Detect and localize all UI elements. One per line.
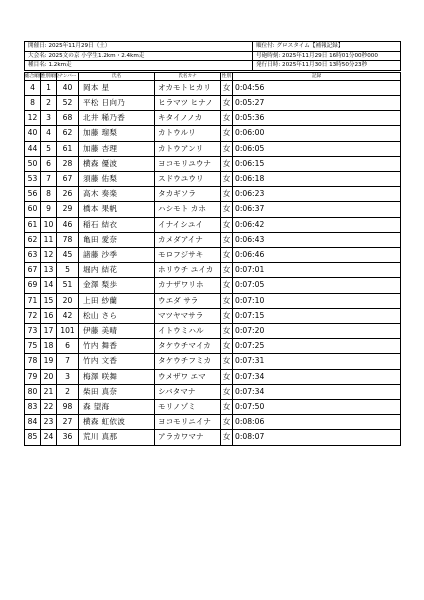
bib-number: 36: [57, 430, 79, 445]
runner-name: 橋本 果帆: [79, 202, 155, 217]
runner-sex: 女: [221, 400, 233, 415]
col-kana: 氏名カナ: [155, 72, 221, 80]
overall-rank: 61: [25, 217, 41, 232]
runner-name: 松山 さら: [79, 308, 155, 323]
finish-time: 0:05:27: [233, 95, 401, 110]
runner-kana: モリノゾミ: [155, 400, 221, 415]
runner-sex: 女: [221, 156, 233, 171]
gender-rank: 8: [41, 187, 57, 202]
bib-number: 28: [57, 156, 79, 171]
runner-name: 森 望海: [79, 400, 155, 415]
gender-rank: 10: [41, 217, 57, 232]
gender-rank: 23: [41, 415, 57, 430]
overall-rank: 80: [25, 384, 41, 399]
overall-rank: 84: [25, 415, 41, 430]
table-row: [25, 172, 401, 187]
runner-sex: 女: [221, 232, 233, 247]
overall-rank: 79: [25, 369, 41, 384]
gender-rank: 18: [41, 339, 57, 354]
table-row: [25, 95, 401, 110]
bib-number: 98: [57, 400, 79, 415]
gender-rank: 9: [41, 202, 57, 217]
bib-number: 68: [57, 111, 79, 126]
finish-time: 0:06:15: [233, 156, 401, 171]
table-row: [25, 187, 401, 202]
finish-time: 0:07:01: [233, 263, 401, 278]
gender-rank: 13: [41, 263, 57, 278]
col-gender-rank: 性別順位: [41, 73, 60, 79]
gender-rank: 11: [41, 232, 57, 247]
overall-rank: 78: [25, 354, 41, 369]
overall-rank: 62: [25, 232, 41, 247]
runner-sex: 女: [221, 217, 233, 232]
gender-rank: 1: [41, 80, 57, 95]
runner-sex: 女: [221, 354, 233, 369]
runner-kana: イトウミハル: [155, 324, 221, 339]
gender-rank: 7: [41, 172, 57, 187]
bib-number: 45: [57, 248, 79, 263]
finish-time: 0:08:06: [233, 415, 401, 430]
finish-time: 0:05:36: [233, 111, 401, 126]
runner-kana: シバタマナ: [155, 384, 221, 399]
runner-kana: ヨコモリニイナ: [155, 415, 221, 430]
runner-kana: アラカワマナ: [155, 430, 221, 445]
runner-name: 横森 虹依波: [79, 415, 155, 430]
bib-number: 61: [57, 141, 79, 156]
gender-rank: 3: [41, 111, 57, 126]
runner-sex: 女: [221, 430, 233, 445]
finish-time: 0:06:18: [233, 172, 401, 187]
bib-number: 62: [57, 126, 79, 141]
finish-time: 0:07:05: [233, 278, 401, 293]
gender-rank: 17: [41, 324, 57, 339]
finish-time: 0:07:25: [233, 339, 401, 354]
table-row: [25, 248, 401, 263]
overall-rank: 8: [25, 95, 41, 110]
overall-rank: 50: [25, 156, 41, 171]
results-sheet: [24, 41, 400, 446]
bib-number: 51: [57, 278, 79, 293]
finish-time: 0:06:00: [233, 126, 401, 141]
runner-kana: ウメザワ エマ: [155, 369, 221, 384]
runner-kana: マツヤマサラ: [155, 308, 221, 323]
runner-name: 高木 奏楽: [79, 187, 155, 202]
event-name: 大会名: 2025文の京 小学生1.2km・2.4km走: [25, 51, 253, 61]
overall-rank: 44: [25, 141, 41, 156]
runner-sex: 女: [221, 202, 233, 217]
finish-time: 0:07:20: [233, 324, 401, 339]
runner-name: 堀内 結花: [79, 263, 155, 278]
col-name: 氏名: [79, 72, 155, 80]
table-row: [25, 141, 401, 156]
runner-kana: ヒラマツ ヒナノ: [155, 95, 221, 110]
table-row: [25, 339, 401, 354]
runner-sex: 女: [221, 187, 233, 202]
runner-sex: 女: [221, 111, 233, 126]
runner-name: 荒川 真那: [79, 430, 155, 445]
finish-time: 0:07:15: [233, 308, 401, 323]
runner-name: 横森 優波: [79, 156, 155, 171]
runner-name: 北井 稀乃香: [79, 111, 155, 126]
overall-rank: 63: [25, 248, 41, 263]
runner-kana: モロフジサキ: [155, 248, 221, 263]
runner-sex: 女: [221, 263, 233, 278]
runner-name: 梅澤 咲舞: [79, 369, 155, 384]
issued-time: 発行日時: 2025年11月30日 13時50分23秒: [253, 61, 401, 71]
start-time: 号砲時刻: 2025年11月29日 16時01分00秒000: [253, 51, 401, 61]
finish-time: 0:06:43: [233, 232, 401, 247]
runner-sex: 女: [221, 308, 233, 323]
bib-number: 52: [57, 95, 79, 110]
finish-time: 0:07:34: [233, 384, 401, 399]
gender-rank: 21: [41, 384, 57, 399]
table-row: [25, 80, 401, 95]
table-row: [25, 126, 401, 141]
col-sex: 性別: [221, 73, 232, 79]
runner-sex: 女: [221, 80, 233, 95]
ranking-basis: 順位付: グロスタイム【補報記録】: [253, 42, 401, 52]
overall-rank: 67: [25, 263, 41, 278]
finish-time: 0:07:50: [233, 400, 401, 415]
runner-name: 柴田 真奈: [79, 384, 155, 399]
overall-rank: 69: [25, 278, 41, 293]
results-table: [24, 72, 401, 446]
bib-number: 78: [57, 232, 79, 247]
runner-name: 平松 日向乃: [79, 95, 155, 110]
table-row: [25, 293, 401, 308]
runner-name: 岡本 星: [79, 80, 155, 95]
runner-kana: カトウアンリ: [155, 141, 221, 156]
gender-rank: 22: [41, 400, 57, 415]
table-row: [25, 415, 401, 430]
runner-sex: 女: [221, 293, 233, 308]
runner-sex: 女: [221, 339, 233, 354]
runner-kana: キタイノノカ: [155, 111, 221, 126]
bib-number: 42: [57, 308, 79, 323]
finish-time: 0:06:46: [233, 248, 401, 263]
finish-time: 0:08:07: [233, 430, 401, 445]
overall-rank: 40: [25, 126, 41, 141]
col-overall-rank: 総合順位: [25, 73, 44, 79]
gender-rank: 19: [41, 354, 57, 369]
bib-number: 5: [57, 263, 79, 278]
overall-rank: 60: [25, 202, 41, 217]
gender-rank: 15: [41, 293, 57, 308]
finish-time: 0:07:31: [233, 354, 401, 369]
runner-sex: 女: [221, 384, 233, 399]
table-row: [25, 308, 401, 323]
runner-name: 加藤 瑠梨: [79, 126, 155, 141]
overall-rank: 4: [25, 80, 41, 95]
bib-number: 20: [57, 293, 79, 308]
table-row: [25, 400, 401, 415]
runner-name: 稲石 結衣: [79, 217, 155, 232]
runner-name: 竹内 舞香: [79, 339, 155, 354]
bib-number: 29: [57, 202, 79, 217]
table-row: [25, 354, 401, 369]
table-row: [25, 324, 401, 339]
runner-kana: イナイシユイ: [155, 217, 221, 232]
bib-number: 27: [57, 415, 79, 430]
runner-name: 金澤 梨歩: [79, 278, 155, 293]
runner-name: 亀田 愛奈: [79, 232, 155, 247]
runner-sex: 女: [221, 369, 233, 384]
runner-name: 伊藤 美晴: [79, 324, 155, 339]
runner-kana: スドウユウリ: [155, 172, 221, 187]
runner-kana: タケウチマイカ: [155, 339, 221, 354]
gender-rank: 2: [41, 95, 57, 110]
table-row: [25, 156, 401, 171]
bib-number: 26: [57, 187, 79, 202]
table-row: [25, 369, 401, 384]
gender-rank: 6: [41, 156, 57, 171]
runner-kana: タカギソラ: [155, 187, 221, 202]
finish-time: 0:06:37: [233, 202, 401, 217]
overall-rank: 85: [25, 430, 41, 445]
runner-name: 竹内 文香: [79, 354, 155, 369]
bib-number: 67: [57, 172, 79, 187]
runner-name: 上田 紗蘭: [79, 293, 155, 308]
finish-time: 0:06:23: [233, 187, 401, 202]
overall-rank: 72: [25, 308, 41, 323]
runner-sex: 女: [221, 248, 233, 263]
runner-sex: 女: [221, 141, 233, 156]
bib-number: 2: [57, 384, 79, 399]
table-row: [25, 430, 401, 445]
gender-rank: 14: [41, 278, 57, 293]
runner-name: 須藤 佑梨: [79, 172, 155, 187]
table-row: [25, 263, 401, 278]
finish-time: 0:06:42: [233, 217, 401, 232]
overall-rank: 53: [25, 172, 41, 187]
finish-time: 0:07:10: [233, 293, 401, 308]
overall-rank: 83: [25, 400, 41, 415]
runner-kana: ヨコモリユウナ: [155, 156, 221, 171]
table-row: [25, 111, 401, 126]
col-bib-number: ナンバー: [57, 72, 79, 80]
bib-number: 46: [57, 217, 79, 232]
gender-rank: 4: [41, 126, 57, 141]
results-body: [25, 80, 401, 445]
bib-number: 40: [57, 80, 79, 95]
bib-number: 101: [57, 324, 79, 339]
runner-sex: 女: [221, 172, 233, 187]
overall-rank: 56: [25, 187, 41, 202]
runner-name: 加藤 杏理: [79, 141, 155, 156]
table-header-row: [25, 72, 401, 80]
runner-sex: 女: [221, 278, 233, 293]
overall-rank: 71: [25, 293, 41, 308]
runner-name: 諸藤 沙季: [79, 248, 155, 263]
table-row: [25, 384, 401, 399]
table-row: [25, 217, 401, 232]
finish-time: 0:07:34: [233, 369, 401, 384]
gender-rank: 5: [41, 141, 57, 156]
bib-number: 7: [57, 354, 79, 369]
bib-number: 3: [57, 369, 79, 384]
gender-rank: 16: [41, 308, 57, 323]
finish-time: 0:06:05: [233, 141, 401, 156]
event-header: [24, 41, 401, 71]
overall-rank: 75: [25, 339, 41, 354]
col-record: 記録: [233, 72, 401, 80]
runner-sex: 女: [221, 126, 233, 141]
category-name: 種目名: 1.2km走: [25, 61, 253, 71]
runner-kana: タケウチフミカ: [155, 354, 221, 369]
gender-rank: 24: [41, 430, 57, 445]
finish-time: 0:04:56: [233, 80, 401, 95]
overall-rank: 73: [25, 324, 41, 339]
runner-kana: カメダアイナ: [155, 232, 221, 247]
event-date: 開催日: 2025年11月29日（土）: [25, 42, 253, 52]
runner-kana: ハシモト カホ: [155, 202, 221, 217]
table-row: [25, 278, 401, 293]
runner-kana: カナザワリホ: [155, 278, 221, 293]
gender-rank: 12: [41, 248, 57, 263]
runner-kana: カトウルリ: [155, 126, 221, 141]
gender-rank: 20: [41, 369, 57, 384]
table-row: [25, 232, 401, 247]
runner-sex: 女: [221, 415, 233, 430]
bib-number: 6: [57, 339, 79, 354]
runner-sex: 女: [221, 324, 233, 339]
overall-rank: 12: [25, 111, 41, 126]
runner-kana: ウエダ サラ: [155, 293, 221, 308]
table-row: [25, 202, 401, 217]
runner-kana: ホリウチ ユイカ: [155, 263, 221, 278]
runner-sex: 女: [221, 95, 233, 110]
runner-kana: オカモトヒカリ: [155, 80, 221, 95]
